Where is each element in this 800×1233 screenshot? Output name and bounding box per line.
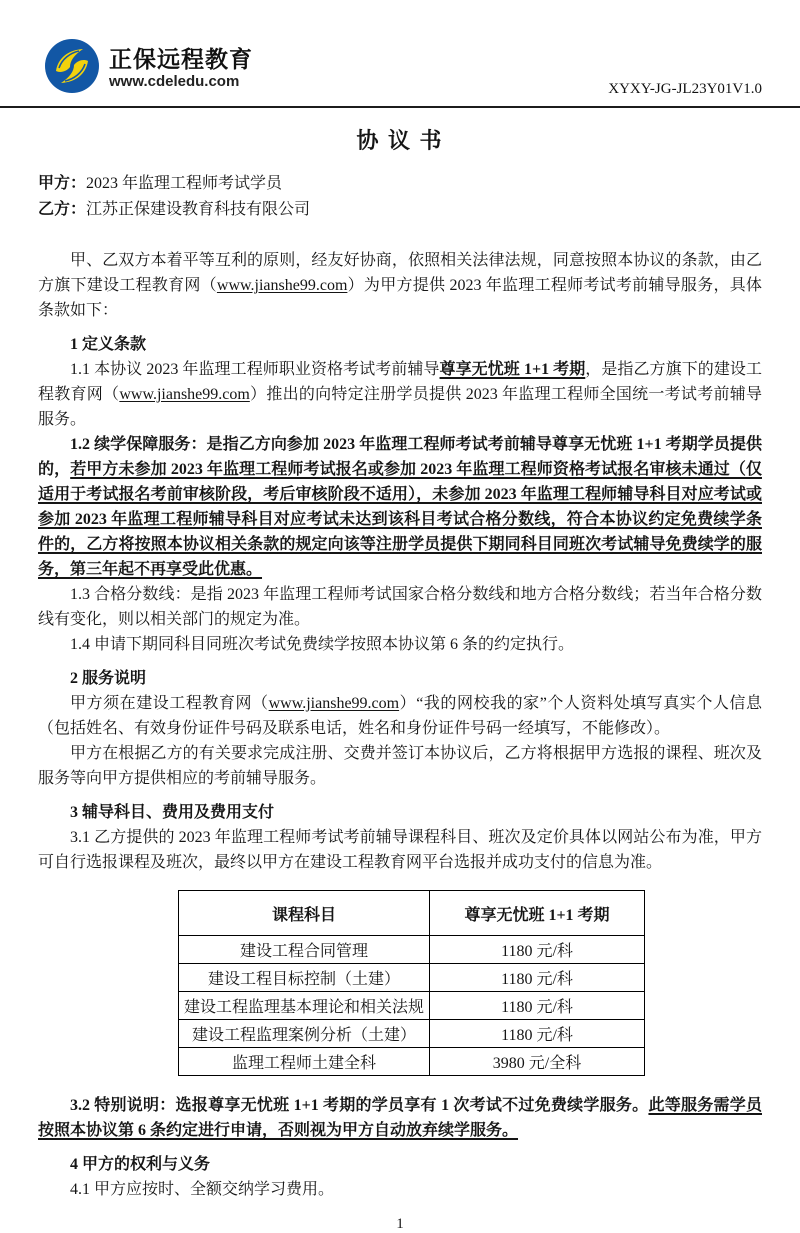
course-cell: 建设工程监理基本理论和相关法规 xyxy=(179,992,430,1020)
jianshe99-link[interactable]: www.jianshe99.com xyxy=(268,695,400,712)
document-code: XYXY-JG-JL23Y01V1.0 xyxy=(608,81,762,97)
intro-paragraph xyxy=(38,248,762,323)
table-row xyxy=(179,992,645,1020)
plan-name-highlight: 尊享无忧班 1+1 考期 xyxy=(439,361,586,378)
price-cell: 1180 元/科 xyxy=(430,964,645,992)
intro-text: 甲、乙双方本着平等互利的原则，经友好协商，依照相关法律法规，同意按照本协议的条款，由乙方旗下建设工程教育网（ xyxy=(38,252,762,294)
table-row xyxy=(179,964,645,992)
clause-text: 甲方须在建设工程教育网（ xyxy=(70,695,269,712)
brand-website: www.cdeledu.com xyxy=(109,73,240,91)
clause-underlined-text: 若甲方未参加 2023 年监理工程师考试报名或参加 2023 年监理工程师资格考试报名审核未通过（仅适用于考试报名考前审核阶段，考后审核阶段不适用），未参加 2023 年监理工程师辅导科目对应考试或参加 2023 年监理工程师辅导科目对应考试未达到该科目考试合格分数线，符合本协议约定免费续学条件的，乙方将按照本协议相关条款的规定向该等注册学员提供下期同科目同班次考试辅导免费续学的服务，第三年起不再享受此优惠。 xyxy=(38,461,762,578)
table-row xyxy=(179,1048,645,1076)
party-b-line xyxy=(38,197,762,223)
pricing-table-wrap xyxy=(178,890,762,1076)
pricing-table xyxy=(178,890,645,1076)
parties-block xyxy=(38,171,762,223)
document-body xyxy=(0,124,800,1233)
pricing-header-subject: 课程科目 xyxy=(179,891,430,936)
clause-4-1: 4.1 甲方应按时、全额交纳学习费用。 xyxy=(70,1181,335,1198)
brand-block xyxy=(44,38,253,99)
course-cell: 建设工程合同管理 xyxy=(179,936,430,964)
clause-1-4: 1.4 申请下期同科目同班次考试免费续学按照本协议第 6 条的约定执行。 xyxy=(70,636,575,653)
party-a-label: 甲方： xyxy=(38,175,87,192)
intro-text: ）为甲方提供 2023 年监理工程师考试考前辅导服务，具体条款如下： xyxy=(38,277,762,319)
jianshe99-link[interactable]: www.jianshe99.com xyxy=(216,277,348,294)
party-b-label: 乙方： xyxy=(38,201,87,218)
pricing-header-class: 尊享无忧班 1+1 考期 xyxy=(430,891,645,936)
clause-3-2 xyxy=(38,1093,762,1143)
brand-text xyxy=(109,46,253,92)
section-2-heading: 2 服务说明 xyxy=(70,670,147,687)
clause-1-3: 1.3 合格分数线：是指 2023 年监理工程师考试国家合格分数线和地方合格分数线；若当年合格分数线有变化，则以相关部门的规定为准。 xyxy=(38,586,762,628)
section-3-heading: 3 辅导科目、费用及费用支付 xyxy=(70,804,275,821)
clause-text: ）“我的网校我的家”个人资料处填写真实个人信息（包括姓名、有效身份证件号码及联系电话，姓名和身份证件号码一经填写，不能修改）。 xyxy=(38,695,762,737)
clause-text: 1.1 本协议 2023 年监理工程师职业资格考试考前辅导 xyxy=(70,361,440,378)
pricing-header-row xyxy=(179,891,645,936)
table-row xyxy=(179,936,645,964)
course-cell: 监理工程师土建全科 xyxy=(179,1048,430,1076)
course-cell: 建设工程目标控制（土建） xyxy=(179,964,430,992)
clause-underlined-text: 此等服务需学员按照本协议第 6 条约定进行申请，否则视为甲方自动放弃续学服务。 xyxy=(38,1097,762,1139)
party-a-line xyxy=(38,171,762,197)
section-4-heading: 4 甲方的权利与义务 xyxy=(70,1156,211,1173)
price-cell: 1180 元/科 xyxy=(430,1020,645,1048)
page-header xyxy=(0,0,800,108)
section-1-heading: 1 定义条款 xyxy=(70,336,147,353)
party-a-value: 2023 年监理工程师考试学员 xyxy=(86,175,283,192)
page-number: 1 xyxy=(396,1216,404,1232)
clause-lead: 1.2 续学保障服务：是指乙方向参加 2023 年监理工程师考试考前辅导尊享无忧班 1+1 考期学员提供的， xyxy=(38,436,762,478)
clause-2-p2: 甲方在根据乙方的有关要求完成注册、交费并签订本协议后，乙方将根据甲方选报的课程、班次及服务等向甲方提供相应的考前辅导服务。 xyxy=(38,745,762,787)
document-title: 协 议 书 xyxy=(356,128,444,153)
brand-name: 正保远程教育 xyxy=(109,45,253,72)
clause-text: ，是指乙方旗下的建设工程教育网（ xyxy=(38,361,762,403)
clause-1-1 xyxy=(38,357,762,432)
table-row xyxy=(179,1020,645,1048)
clause-2-p1 xyxy=(38,691,762,741)
cdel-logo-icon xyxy=(44,38,100,99)
clause-lead: 3.2 特别说明：选报尊享无忧班 1+1 考期的学员享有 1 次考试不过免费续学服务。 xyxy=(70,1097,649,1114)
clause-3-1: 3.1 乙方提供的 2023 年监理工程师考试考前辅导课程科目、班次及定价具体以网站公布为准，甲方可自行选报课程及班次，最终以甲方在建设工程教育网平台选报并成功支付的信息为准。 xyxy=(38,829,762,871)
price-cell: 1180 元/科 xyxy=(430,936,645,964)
clause-1-2 xyxy=(38,432,762,582)
party-b-value: 江苏正保建设教育科技有限公司 xyxy=(86,201,311,218)
jianshe99-link[interactable]: www.jianshe99.com xyxy=(119,386,250,403)
clause-text: ）推出的向特定注册学员提供 2023 年监理工程师全国统一考试考前辅导服务。 xyxy=(38,386,762,428)
price-cell: 3980 元/全科 xyxy=(430,1048,645,1076)
price-cell: 1180 元/科 xyxy=(430,992,645,1020)
course-cell: 建设工程监理案例分析（土建） xyxy=(179,1020,430,1048)
